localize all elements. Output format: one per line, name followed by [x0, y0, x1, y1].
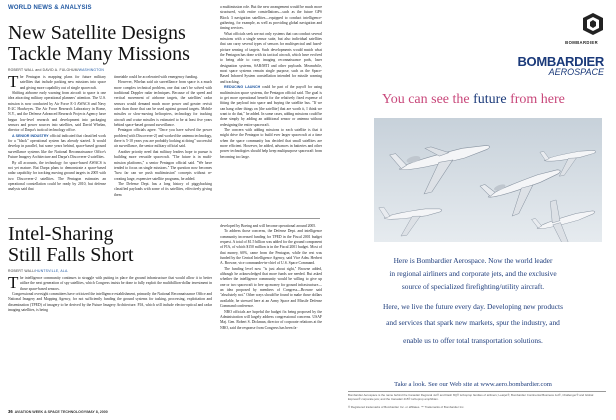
ad-website-line: Take a look. See our Web site at www.aero.bombardier.com — [394, 381, 552, 388]
article1-subhead: REDUCING LAUNCH — [224, 85, 261, 90]
article2-byline-location: HUNTSVILLE, ALA. — [35, 269, 69, 273]
section-kicker: WORLD NEWS & ANALYSIS — [8, 5, 92, 11]
article2-column-1 — [8, 276, 212, 398]
article2-byline-authors: ROBERT WALL/ — [8, 269, 36, 273]
article1-byline — [8, 68, 104, 72]
ad-tagline: You can see the future from here — [382, 92, 565, 107]
brand-name-small: BOMBARDIER — [565, 40, 598, 45]
article1-paragraph: a multimission role. But the new arrangement would be much more structured, with entire constellations—such as the future GPS Block 3 navigation satellites—equipped to conduct intelligence-gathering, for example, as well as providing global navigation and timing services. — [220, 5, 322, 31]
article1-paragraph: Another priority need that military leaders hope to pursue is building more versatile spacecraft. "The future is in multi-mission platforms," a senior Pentagon official said. "We have tended to focus on single missions." The question now becomes "how far can we push multimission" concepts without re-creating large, expensive satellite programs, he added. — [114, 149, 212, 181]
ad-body-line: source of specialized firefighting/utility aircraft. — [401, 282, 545, 291]
article1-column-2 — [114, 75, 212, 215]
article2-paragraph: The intelligence community continues to struggle with putting in place the ground infrastructure that would allow it to better utilize the next generation of spy satellites, which Congress insists be done to fully exploit the multibillion-dollar investment in those space-based sensors. — [8, 276, 212, 292]
brand-block — [330, 0, 616, 86]
brand-name: BOMBARDIER — [517, 54, 604, 69]
article2-paragraph: Congressional oversight committees have criticized the intelligence establishment, primarily the National Reconnaissance Office and National Imagery and Mapping Agency, for not sufficiently funding the ground systems for tasking, processing, exploitation and dissemination (TPED) of imagery to be derived by the Future Imagery Architecture. FIA, which will include electro-optical and radar imaging satellites, is being — [8, 292, 212, 313]
ad-trademark-note: ® Registered trademarks of Bombardier Inc. or affiliates. ™ Trademarks of Bombardier Inc. — [348, 405, 465, 409]
article1-subhead: A SENIOR INDUSTRY — [12, 133, 49, 138]
ad-body-line: in regional airliners and corporate jets, and the exclusive — [389, 269, 557, 278]
article1-paragraph: Pentagon officials agree. "Once you have solved the power problem [with Discoverer-2] and worked the antenna technology, there is 5-10 years you are probably looking at doing" successful air surveillance, the senior military official said. — [114, 128, 212, 149]
article1-paragraph: Shifting airborne early warning from aircraft to space is one idea attracting military operational planners' attention. The U.S. mission is now conducted by Air Force E-3 AWACS and Navy E-2C Hawkeyes. The Air Force Research Laboratory in Rome, N.Y., and the Defense Advanced Research Projects Agency have begun low-level research and development into packaging sensors and power sources into satellites, said David Whelan, director of Darpa's tactical technology office. — [8, 91, 106, 133]
article2-paragraph: To address those concerns, the Defense Dept. and intelligence community increased funding for TPED in the Fiscal 2001 budget request. A total of $1.5 billion was added for the ground component of FIA, of which $150 million is in the Fiscal 2001 budget. Most of that money, 60%, came from the Pentagon, while the rest was funded by the Central Intelligence Agency, said Vice Adm. Herbert A. Browne, vice commander-in-chief of U.S. Space Command. — [220, 229, 322, 266]
ad-body-line: and services that spark new markets, spur the industry, and — [386, 318, 560, 327]
article2-column-2 — [220, 224, 322, 404]
aircraft-photo — [374, 118, 602, 242]
article1-paragraph: What officials seek are not only systems that can conduct several missions with a single sensor suite, but also individual satellites that can carry several types of sensors for multispectral and fused-picture sensing of targets. Such developments would match what the Pentagon has done with its tactical aircraft, which have evolved to being able to carry imaging reconnaissance pods, laser designation systems, SAR/MTI and other payloads. Meanwhile, most space systems remain single purpose, such as the Space-Based Infrared System constellation intended for missile warning and tracking. — [220, 31, 322, 84]
brand-subtitle: AEROSPACE — [548, 67, 604, 77]
ad-body-line: Here is Bombardier Aerospace. Now the world leader — [393, 256, 553, 265]
article1-byline-authors: ROBERT WALL and DAVID A. FULGHUM/ — [8, 68, 79, 72]
ad-body-line: Here, we live the future every day. Developing new products — [383, 302, 563, 311]
article1-paragraph: REDUCING LAUNCH could be part of the payoff for using multimission space systems, the Pentagon official said. The goal is to get more operational benefit for the relatively fixed expense of fitting the payload into space and buying the satellite bus. "If we can hang other things on [the satellite] that are worth it, I think we want to do that," he added. In some cases, adding missions could be done simply by adding an additional sensor or antenna without redesigning the entire spacecraft. — [220, 85, 322, 127]
article1-paragraph: The Pentagon is mapping plans for future military satellites that include packing new missions into space and giving more capability out of single spacecraft. — [8, 75, 106, 91]
article2-headline-line2: Still Falls Short — [8, 244, 134, 266]
article1-column-3 — [220, 5, 322, 215]
drop-cap: T — [8, 276, 19, 292]
advertisement-page — [330, 0, 616, 420]
article2-headline-line1: Intel-Sharing — [8, 223, 114, 245]
article2-paragraph: The funding level now "is just about right," Browne added, although he acknowledged that more funds are needed. But asked whether the intelligence community would be willing to give up one or two spacecraft to free up money for ground infrastructure—an idea proposed by members of Congress—Browne said "absolutely not." Other ways should be found to make those dollars available, he stressed here at an Army Space and Missile Defense Command conference. — [220, 266, 322, 309]
ad-divider — [348, 391, 606, 392]
article1-paragraph: The concern with adding missions to each satellite is that it might drive the Pentagon to build ever larger spacecraft at a time when the space community has decided that small satellites are more efficient. However, he added, advances in batteries and other power technologies should help keep multipurpose spacecraft from becoming too large. — [220, 127, 322, 159]
article2-byline — [8, 269, 69, 273]
article2-paragraph: NRO officials are hopeful the budget fix being proposed by the Administration will largely address congressional concerns. USAF Maj. Gen. Robert S. Dickman, director of corporate relations at the NRO, said the response from Congress has been fa- — [220, 309, 322, 330]
drop-cap: T — [8, 75, 19, 91]
publication-line: AVIATION WEEK & SPACE TECHNOLOGY/MAY 8, 2000 — [14, 410, 108, 414]
article1-paragraph: timetable could be accelerated with emergency funding. — [114, 75, 198, 79]
article1-paragraph: By all accounts, the technology for space-based AWACS is not yet mature. But Darpa plans to demonstrate a space-based radar capability for tracking moving ground targets in 2005 with two Discoverer-2 satellites. The Pentagon estimates an operational constellation could be ready by 2010, but defense analysts said that — [8, 160, 106, 192]
bombardier-logo-icon — [582, 12, 604, 36]
article1-headline-line1: New Satellite Designs — [8, 22, 186, 44]
article1-headline-line2: Tackle Many Missions — [8, 43, 190, 65]
page-number: 36 — [8, 409, 13, 414]
article1-column-1 — [8, 75, 106, 215]
article1-byline-location: WASHINGTON — [78, 68, 104, 72]
ad-fineprint: Bombardier Aerospace is the name behind the Canadair Regional Jet® and Dash 8Q® turboprop families of airliners; Learjet®, Bombardier Continental Business Jet®, Challenger® and Global Express® corporate jets; and the Canadair 415® turboprop amphibian. — [348, 393, 594, 401]
article1-paragraph: The Defense Dept. has a long history of piggybacking classified payloads with some of its satellites, effectively giving them — [114, 181, 212, 197]
article-divider — [8, 218, 320, 219]
article1-paragraph: However, Whelan said air surveillance from space is a much more complex technical problem, one that can't be solved with traditional Doppler radar techniques. Because of the speed and vertical movement of airborne targets, the satellites' radar sensors would demand much more power and greater revisit rates than those that can be used against ground targets. Mobile missiles or slow-moving helicopters, technology for tracking aircraft and cruise missiles is estimated to be at least five years behind space-based ground surveillance. — [114, 80, 212, 128]
article1-paragraph: A SENIOR INDUSTRY official indicated that classified work for a "black" operational system has already started. It would develop in parallel, but some years behind, space-based ground surveillance systems like the National Reconnaissance Office's Future Imagery Architecture and Darpa's Discoverer-2 satellites. — [8, 133, 106, 160]
ad-body-line: enable us to offer total transportation solutions. — [403, 336, 543, 345]
article2-paragraph: developed by Boeing and will become operational around 2005. — [220, 224, 317, 228]
page-footer — [8, 409, 108, 414]
